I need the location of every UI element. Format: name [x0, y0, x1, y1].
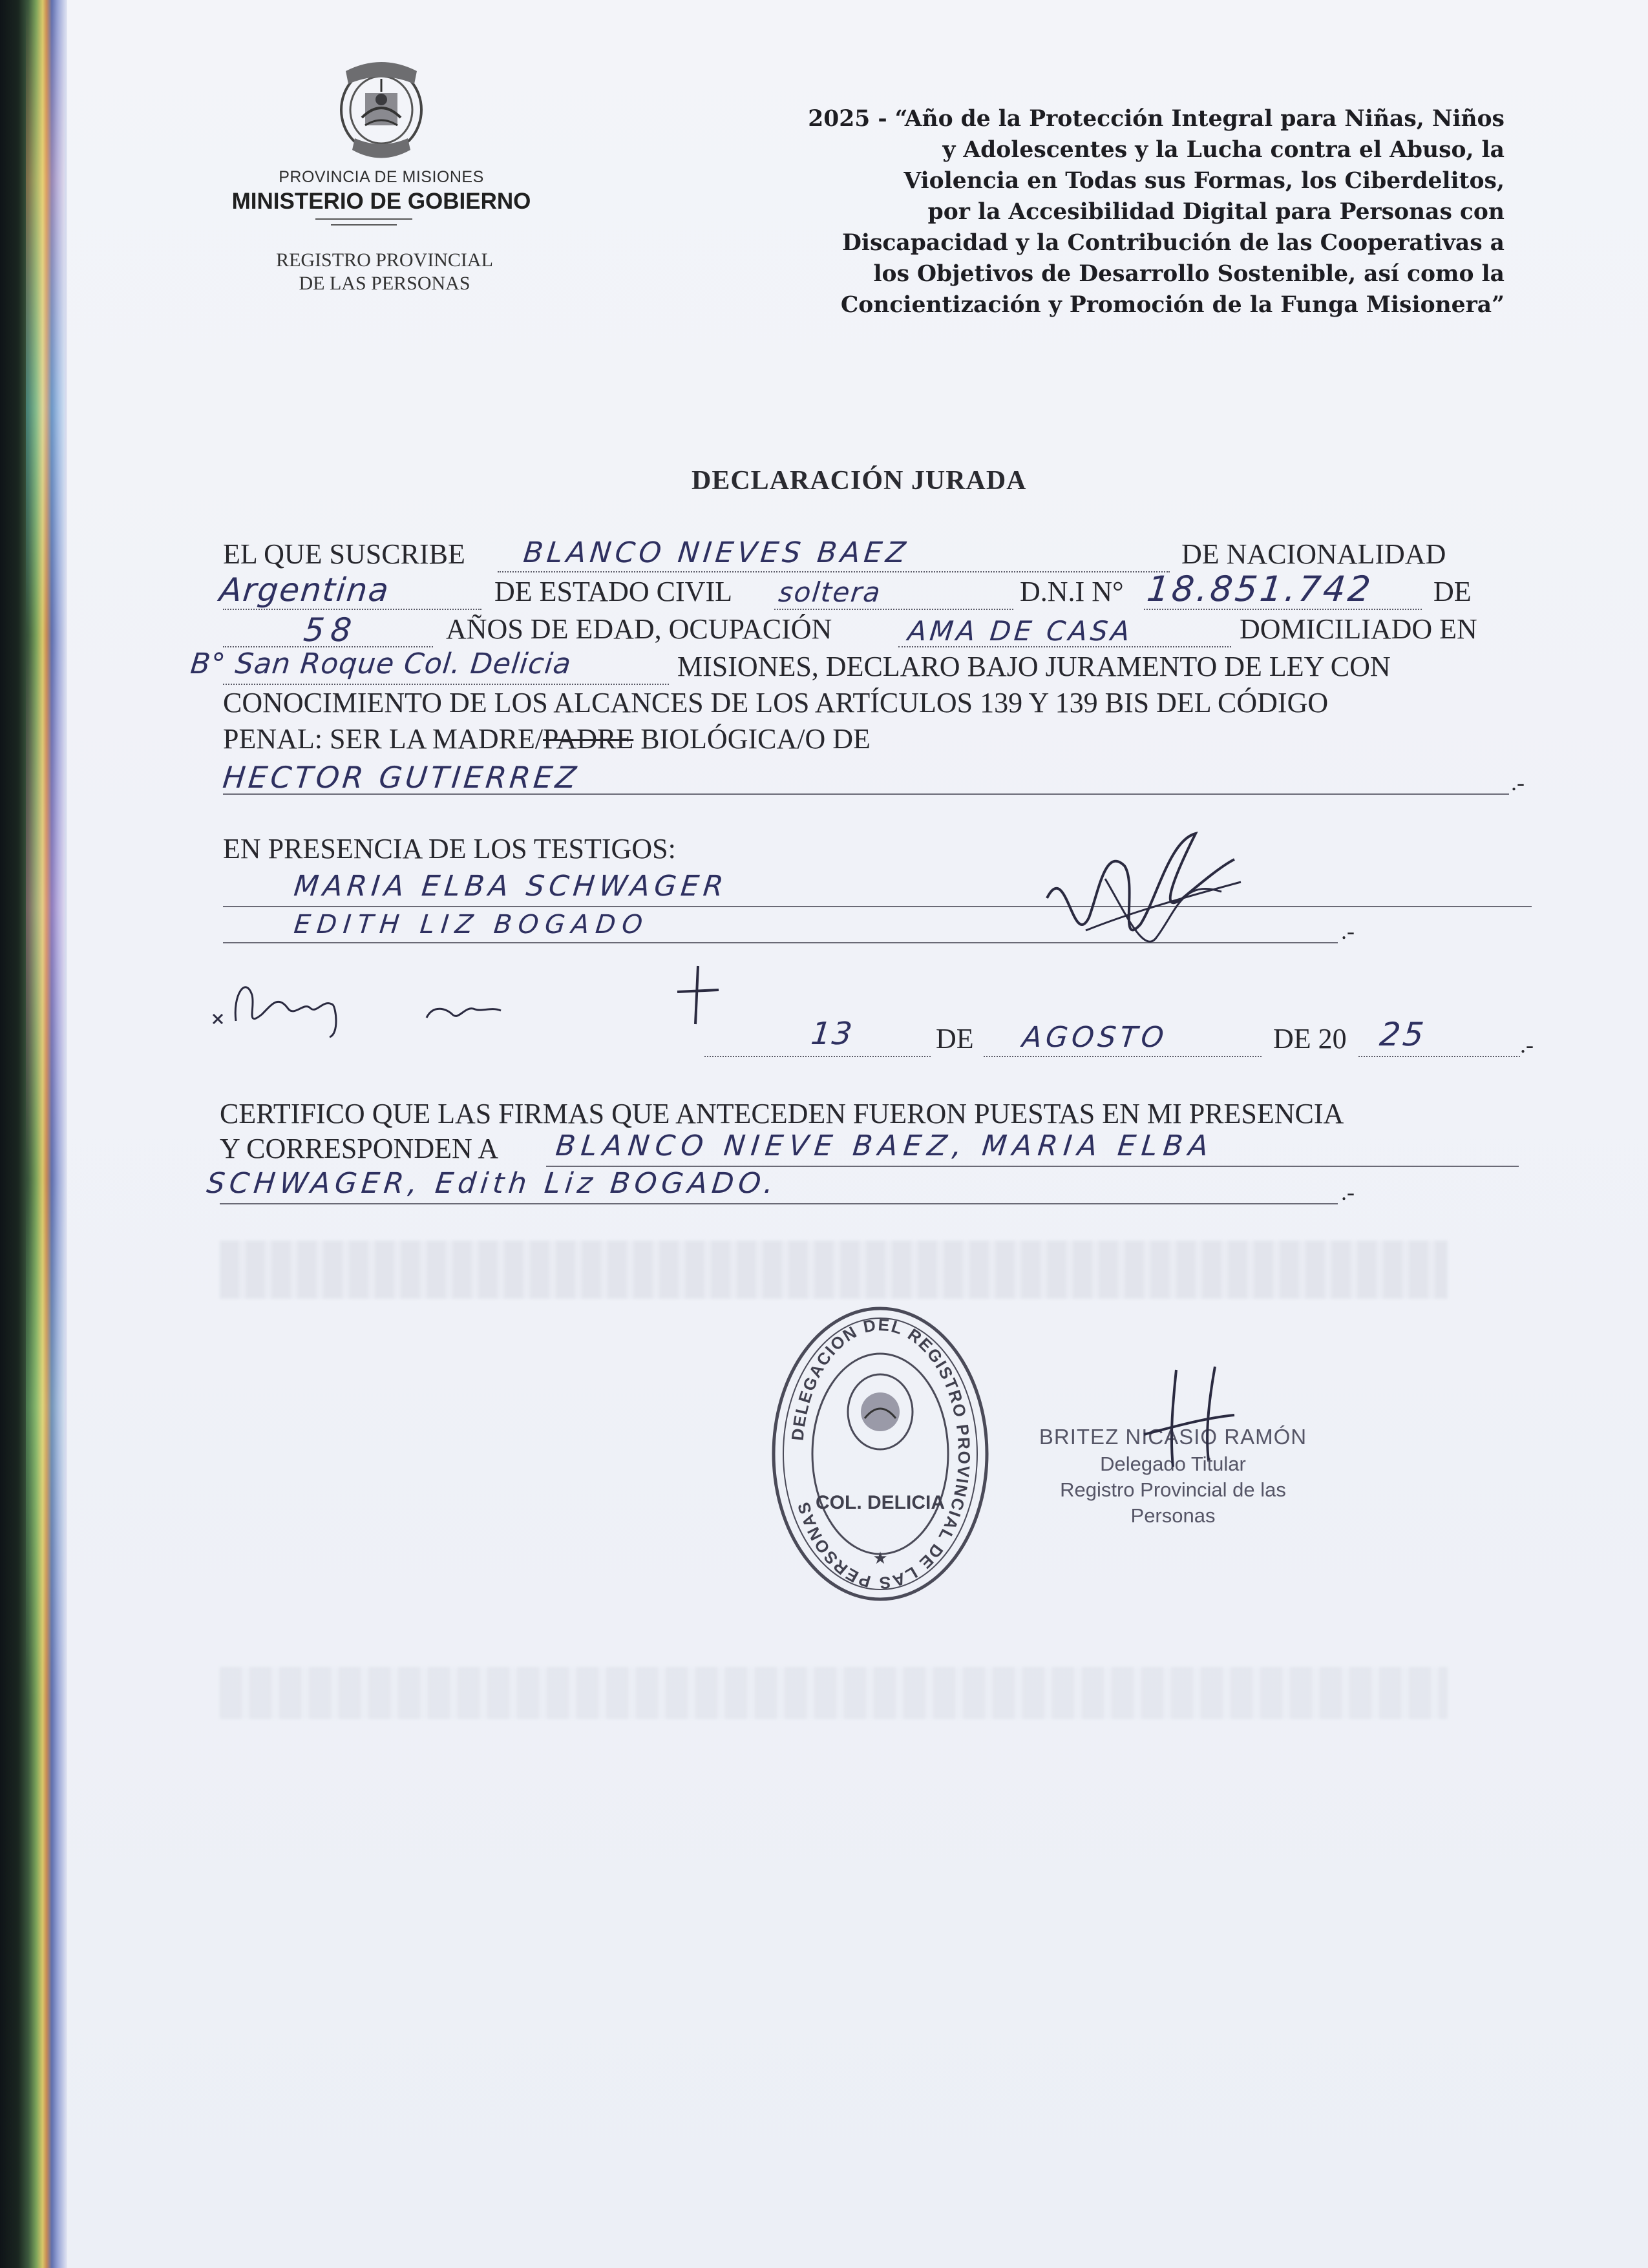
label-de-20: DE 20: [1273, 1023, 1347, 1055]
handwritten-witness-2: EDITH LIZ BOGADO: [292, 910, 651, 940]
field-line: [223, 684, 669, 685]
handwritten-cert-names-line1: BLANCO NIEVE BAEZ, MARIA ELBA: [554, 1129, 1216, 1162]
label-misiones-declaro: MISIONES, DECLARO BAJO JURAMENTO DE LEY CON: [677, 651, 1391, 682]
official-office-line1: Registro Provincial de las: [1060, 1478, 1286, 1501]
field-line: [704, 1056, 931, 1057]
registry-seal-icon: [769, 1302, 992, 1606]
field-line: [220, 1203, 1338, 1204]
official-signature-icon: [1137, 1363, 1241, 1473]
line-end-mark: .-: [1341, 1179, 1355, 1205]
header-divider: [331, 224, 397, 226]
field-line: [498, 571, 1170, 572]
cross-mark-icon: [672, 963, 724, 1027]
label-el-que-suscribe: EL QUE SUSCRIBE: [223, 538, 465, 570]
handwritten-month: AGOSTO: [1020, 1021, 1169, 1054]
year-motto: [646, 103, 1505, 320]
seal-inner-text: COL. DELICIA: [816, 1492, 945, 1513]
field-line: [223, 906, 1532, 907]
line-end-mark: .-: [1511, 770, 1525, 795]
text-conocimiento: CONOCIMIENTO DE LOS ALCANCES DE LOS ARTÍCULOS 139 Y 139 BIS DEL CÓDIGO: [223, 687, 1329, 719]
label-de-nacionalidad: DE NACIONALIDAD: [1181, 538, 1446, 570]
label-de-mid: DE: [936, 1023, 974, 1055]
label-testigos: EN PRESENCIA DE LOS TESTIGOS:: [223, 833, 676, 865]
handwritten-occupation: AMA DE CASA: [906, 615, 1135, 647]
document-title: DECLARACIÓN JURADA: [692, 466, 1027, 496]
field-line: [223, 609, 481, 610]
province-emblem-icon: [326, 53, 436, 163]
scan-color-band: [26, 0, 65, 2268]
year-motto-line: y Adolescentes y la Lucha contra el Abuso, la: [942, 137, 1505, 163]
text-penal-prefix: PENAL: SER LA MADRE/: [223, 723, 544, 755]
handwritten-declarant-name: BLANCO NIEVES BAEZ: [522, 536, 911, 569]
official-office-line2: Personas: [1130, 1504, 1216, 1527]
line-end-mark: .-: [1520, 1032, 1534, 1058]
label-de-estado-civil: DE ESTADO CIVIL: [494, 576, 732, 607]
field-line: [1358, 1056, 1520, 1057]
header-divider: [315, 218, 412, 220]
registry-label-line1: REGISTRO PROVINCIAL: [276, 249, 493, 271]
text-penal-struck: PADRE: [543, 723, 634, 755]
bleed-through-text: [220, 1241, 1448, 1299]
handwritten-child-name: HECTOR GUTIERREZ: [221, 760, 582, 795]
label-dni: D.N.I N°: [1020, 576, 1124, 607]
year-motto-line: Violencia en Todas sus Formas, los Ciberdelitos,: [903, 168, 1505, 194]
text-certifico-line2: Y CORRESPONDEN A: [220, 1133, 499, 1164]
handwritten-civil-status: soltera: [777, 576, 883, 608]
year-motto-line: Discapacidad y la Contribución de las Cooperativas a: [841, 230, 1505, 256]
year-motto-line: los Objetivos de Desarrollo Sostenible, así como la: [873, 261, 1505, 287]
registry-label-line2: DE LAS PERSONAS: [299, 273, 470, 294]
handwritten-address: B° San Roque Col. Delicia: [189, 647, 573, 680]
witness-signature-icon: [1028, 821, 1247, 963]
handwritten-witness-1: MARIA ELBA SCHWAGER: [292, 870, 730, 903]
field-line: [774, 609, 1013, 610]
handwritten-cert-names-line2: SCHWAGER, Edith Liz BOGADO.: [205, 1167, 779, 1200]
handwritten-day: 13: [809, 1016, 856, 1052]
official-name: BRITEZ NICASIO RAMÓN: [1039, 1425, 1307, 1449]
declarant-signature-icon: [207, 969, 517, 1040]
seal-star-icon: ★: [872, 1549, 888, 1568]
text-certifico-line1: CERTIFICO QUE LAS FIRMAS QUE ANTECEDEN FUERON PUESTAS EN MI PRESENCIA: [220, 1098, 1344, 1129]
line-end-mark: .-: [1341, 918, 1355, 944]
handwritten-year: 25: [1377, 1016, 1428, 1053]
year-motto-line: Concientización y Promoción de la Funga Misionera”: [840, 292, 1505, 318]
province-label: PROVINCIA DE MISIONES: [279, 168, 484, 186]
year-motto-line: por la Accesibilidad Digital para Personas con: [927, 199, 1505, 225]
field-line: [984, 1056, 1262, 1057]
text-penal-suffix: BIOLÓGICA/O DE: [633, 723, 871, 755]
handwritten-nationality: Argentina: [217, 571, 392, 609]
official-role: Delegado Titular: [1100, 1453, 1246, 1475]
ministry-label: MINISTERIO DE GOBIERNO: [231, 189, 531, 214]
handwritten-dni-number: 18.851.742: [1145, 569, 1375, 609]
bleed-through-text: [220, 1667, 1448, 1719]
text-penal: [223, 722, 871, 755]
label-domiciliado-en: DOMICILIADO EN: [1240, 613, 1477, 645]
handwritten-age: 58: [301, 611, 360, 649]
label-anos-de-edad: AÑOS DE EDAD, OCUPACIÓN: [446, 613, 832, 645]
year-motto-line: 2025 - “Año de la Protección Integral para Niñas, Niños: [808, 106, 1505, 132]
label-de: DE: [1433, 576, 1472, 607]
seal-ring-text: DELEGACION DEL REGISTRO PROVINCIAL DE LAS PERSONAS: [787, 1314, 975, 1593]
